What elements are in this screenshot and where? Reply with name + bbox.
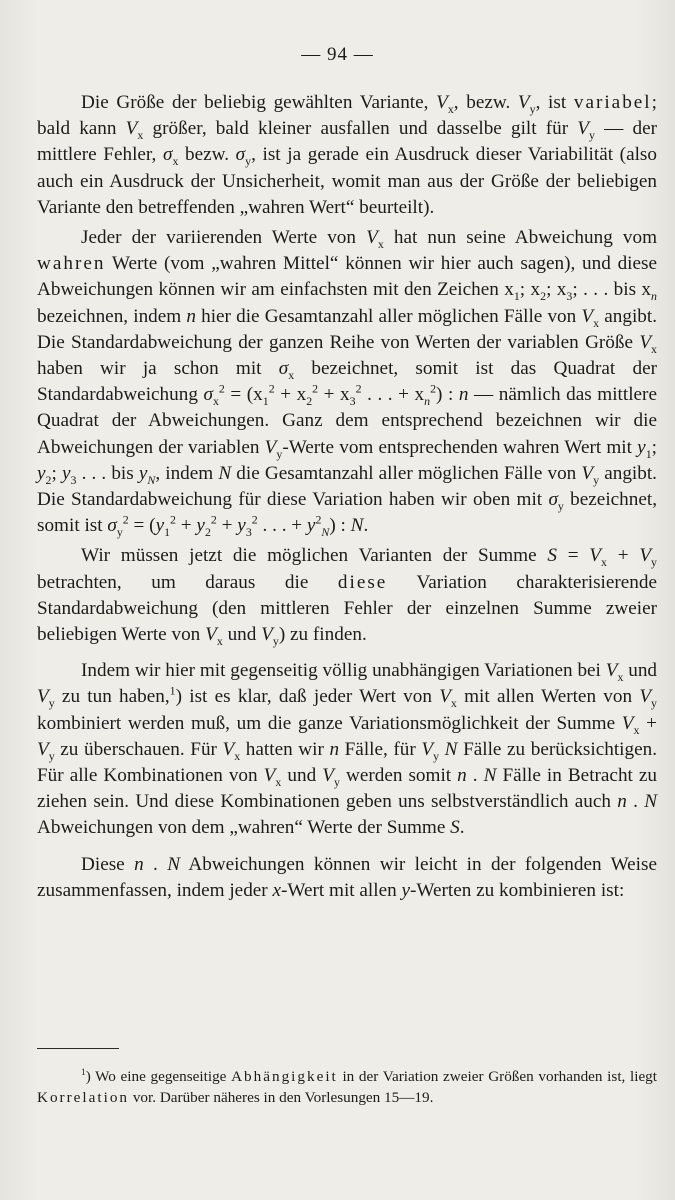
- footnote-divider: [37, 1048, 119, 1049]
- paragraph-1: Die Größe der beliebig gewählten Variante, $V_x$, bezw. $V_y$, ist variabel; bald kann $V_x$ größer, bald kleiner ausfallen und dasselbe gilt für $V_y$ — der mittlere Fehler, $\sigma_x$ bezw. $\sigma_y$, ist ja gerade ein Ausdruck dieser Variabilität (also auch ein Ausdruck der Unsicherheit, womit man aus der Größe der beliebigen Variante den betreffenden „wahren Wert“ beurteilt).: [37, 92, 657, 218]
- paragraph-5: Diese n . N Abweichungen können wir leicht in der folgenden Weise zusammenfassen, indem jeder x-Wert mit allen y-Werten zu kombinieren ist:: [37, 853, 657, 901]
- body-text: [37, 90, 657, 904]
- paragraph-2: Jeder der variierenden Werte von $V_x$ hat nun seine Abweichung vom wahren Werte (vom „wahren Mittel“ können wir hier auch sagen), und diese Abweichungen können wir am einfachsten mit den Zeichen $x_1$; $x_2$; $x_3$; . . . bis $x_n$ bezeichnen, indem n hier die Gesamtanzahl aller möglichen Fälle von $V_x$ angibt. Die Standardabweichung der ganzen Reihe von Werten der variablen Größe $V_x$ haben wir ja schon mit $\sigma_x$ bezeichnet, somit ist das Quadrat der Standardabweichung $\sigma_x^2 = (x_1^2 + x_2^2 + x_3^2$ . . . + $x_n^2$) : n — nämlich das mittlere Quadrat der Abweichungen. Ganz dem entsprechend bezeichnen wir die Abweichungen der variablen $V_y$-Werte vom entsprechenden wahren Wert mit $y_1$; $y_2$; $y_3$ . . . bis $y_N$, indem N die Gesamtanzahl aller möglichen Fälle von $V_y$ angibt. Die Standardabweichung für diese Variation haben wir oben mit $\sigma_y$ bezeichnet, somit ist $\sigma_y^2 = (y_1^2 + y_2^2 + y_3^2$ . . . + $y^2_N$) : N.: [37, 227, 658, 540]
- paragraph-4: Indem wir hier mit gegenseitig völlig unabhängigen Variationen bei $V_x$ und $V_y$ zu tun haben,$^1$) ist es klar, daß jeder Wert von $V_x$ mit allen Werten von $V_y$ kombiniert werden muß, um die ganze Variationsmöglichkeit der Summe $V_x + V_y$ zu überschauen. Für $V_x$ hatten wir n Fälle, für $V_y$ N Fälle zu berücksichtigen. Für alle Kombinationen von $V_x$ und $V_y$ werden somit n . N Fälle in Betracht zu ziehen sein. Und diese Kombinationen geben uns selbstverständlich auch n . N Abweichungen von dem „wahren“ Werte der Summe S.: [37, 660, 658, 839]
- footnote: [37, 1066, 657, 1108]
- page-number: — 94 —: [301, 44, 374, 65]
- paragraph-3: Wir müssen jetzt die möglichen Varianten der Summe $S = V_x + V_y$ betrachten, um daraus die diese Variation charakterisierende Standardabweichung (den mittleren Fehler der einzelnen Summe zweier beliebigen Werte von $V_x$ und $V_y$) zu finden.: [37, 545, 658, 648]
- footnote-text: $^1$) Wo eine gegenseitige Abhängigkeit in der Variation zweier Größen vorhanden ist, liegt Korrelation vor. Darüber näheres in den Vorlesungen 15—19.: [37, 1067, 657, 1106]
